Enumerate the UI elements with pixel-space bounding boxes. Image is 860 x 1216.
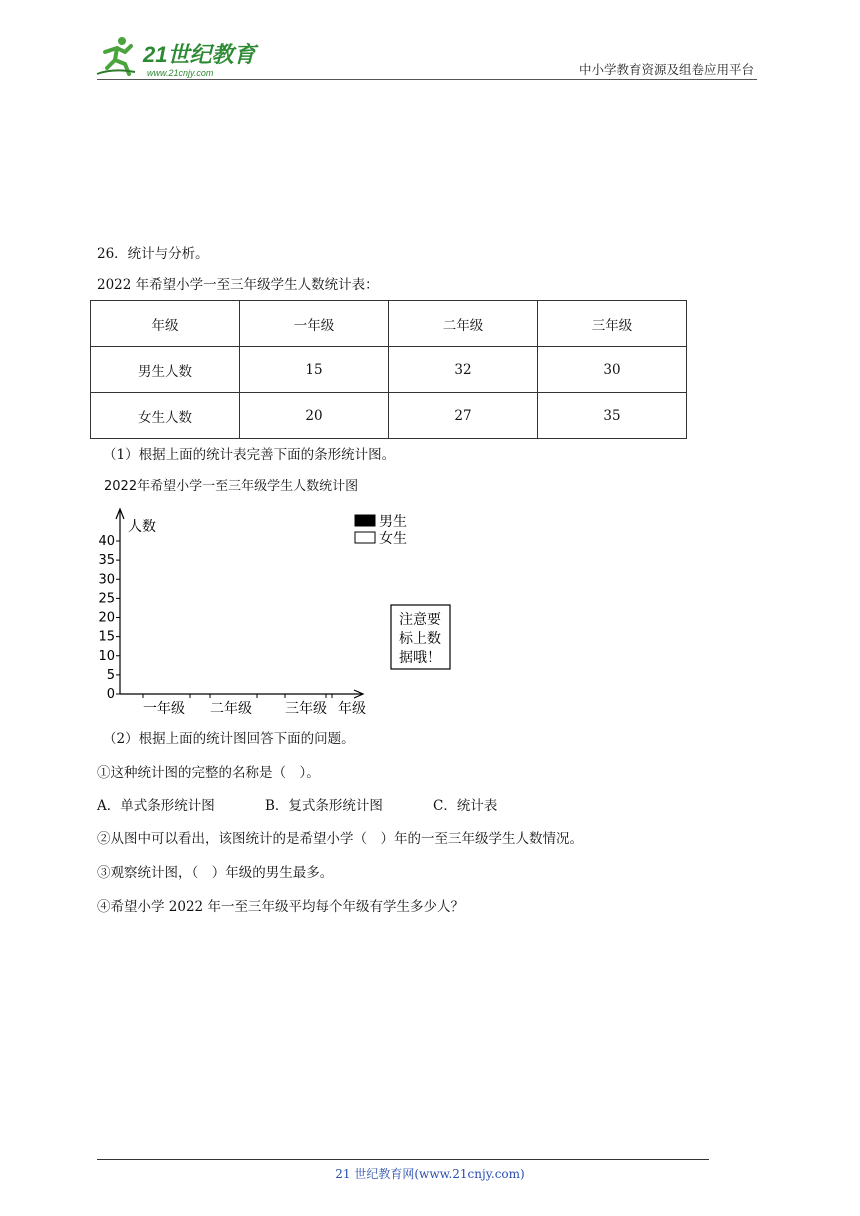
option-b[interactable]: B．复式条形统计图 [265,798,383,814]
note-text: 据哦！ [399,650,441,666]
table-row [91,347,687,393]
table-header-cell: 三年级 [538,301,687,347]
footer-text: 21 世纪教育网(www.21cnjy.com) [335,1167,525,1181]
x-tick-label: 二年级 [210,701,252,717]
header-platform-text: 中小学教育资源及组卷应用平台 [578,62,754,77]
chart-title: 2022年希望小学一至三年级学生人数统计图 [104,479,359,494]
y-axis-label: 人数 [128,519,156,535]
bar-chart [98,505,458,720]
logo [95,34,260,80]
note-text: 注意要 [399,612,441,628]
y-tick-label: 30 [98,572,115,588]
table-cell: 30 [538,347,687,393]
table-cell: 27 [389,393,538,439]
legend-swatch [355,532,375,543]
x-tick-label: 一年级 [143,701,185,717]
table-cell: 32 [389,347,538,393]
table-caption: 2022 年希望小学一至三年级学生人数统计表： [97,277,379,293]
legend-swatch [355,515,375,526]
table-cell: 女生人数 [91,393,240,439]
q3-text: ③观察统计图，（ ）年级的男生最多。 [97,865,334,881]
table-header-cell: 一年级 [240,301,389,347]
q4-text: ④希望小学 2022 年一至三年级平均每个年级有学生多少人？ [97,899,464,915]
y-tick-label: 40 [98,534,115,549]
footer-divider [97,1159,709,1160]
part2-instruction: （2）根据上面的统计图回答下面的问题。 [103,731,355,747]
runner-icon [97,37,135,74]
table-header-row [91,301,687,347]
table-row [91,393,687,439]
q1-text: ①这种统计图的完整的名称是（ ）。 [97,765,320,781]
y-tick-label: 25 [98,591,115,607]
y-tick-label: 35 [98,553,115,569]
stats-table [90,300,687,439]
table-header-cell: 二年级 [389,301,538,347]
note-text: 标上数 [399,631,441,647]
table-cell: 男生人数 [91,347,240,393]
q2-text: ②从图中可以看出，该图统计的是希望小学（ ）年的一至三年级学生人数情况。 [97,831,583,847]
x-axis-label: 年级 [338,701,366,717]
y-tick-label: 15 [98,629,115,645]
part1-instruction: （1）根据上面的统计表完善下面的条形统计图。 [103,447,396,463]
option-c[interactable]: C．统计表 [433,798,498,814]
legend-label: 女生 [379,531,407,547]
header-divider [97,79,757,80]
table-header-cell: 年级 [91,301,240,347]
table-cell: 35 [538,393,687,439]
logo-main-text: 21世纪教育 [143,42,256,67]
table-cell: 15 [240,347,389,393]
question-title: 26．统计与分析。 [97,246,209,262]
y-tick-label: 5 [106,667,115,683]
legend-label: 男生 [379,514,407,530]
x-tick-label: 三年级 [285,701,327,717]
y-tick-label: 10 [98,648,115,664]
option-a[interactable]: A．单式条形统计图 [97,798,215,814]
logo-url-text: www.21cnjy.com [147,68,214,78]
table-cell: 20 [240,393,389,439]
y-tick-label: 0 [106,687,115,702]
y-tick-label: 20 [98,610,115,626]
